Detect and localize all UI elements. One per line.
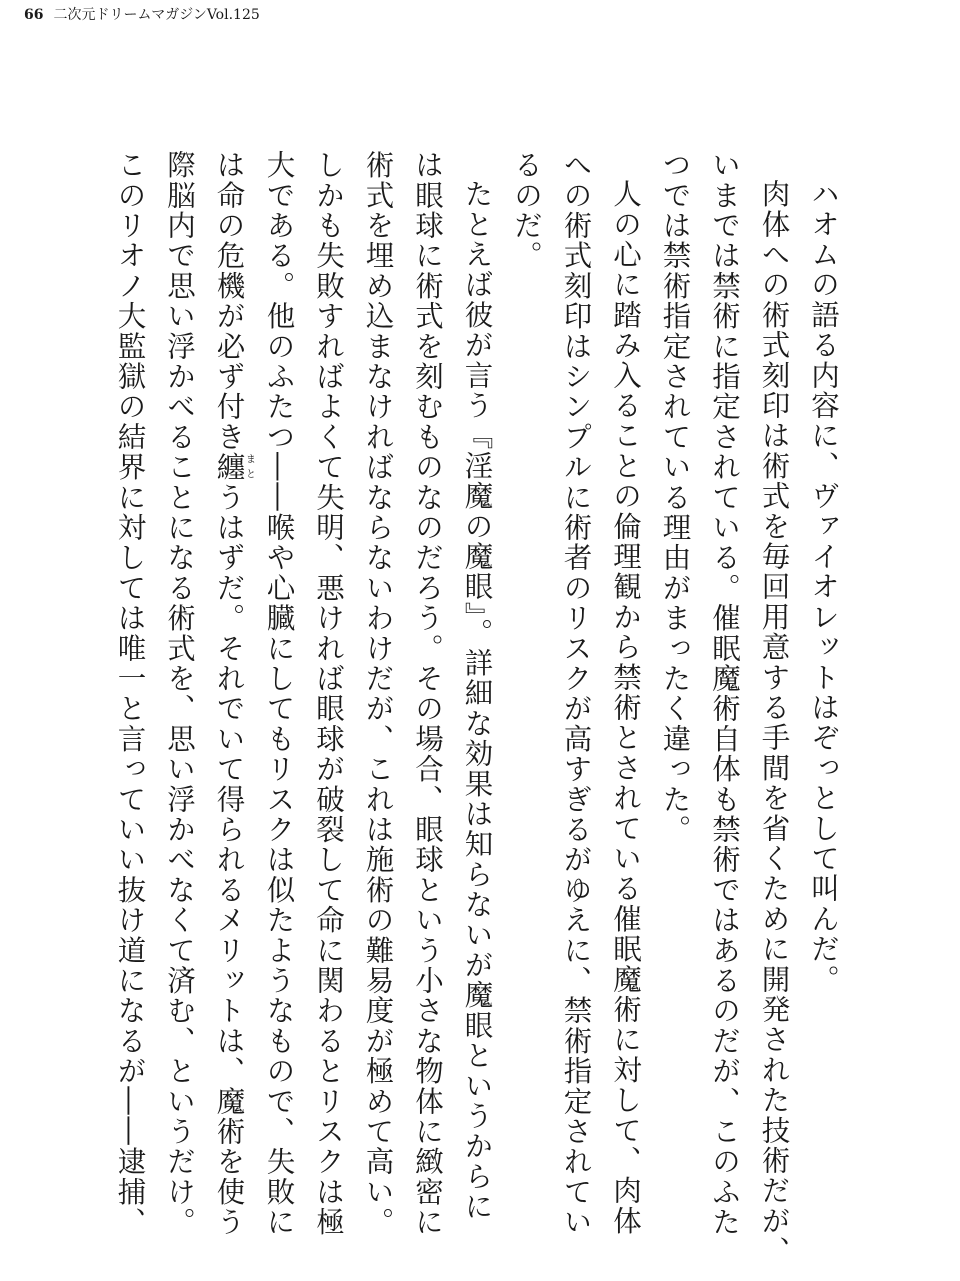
text-segment: は命の危機が必ず付き <box>212 150 246 452</box>
ruby-base: 纏 <box>212 452 246 483</box>
magazine-title: 二次元ドリームマガジンVol.125 <box>53 7 260 23</box>
vertical-body-text <box>113 150 848 1266</box>
text-line: 大である。他のふたつ――喉や心臓にしてもリスクは似たようなもので、失敗に <box>262 150 296 1238</box>
text-line: つでは禁術指定されている理由がまったく違った。 <box>658 150 692 845</box>
ruby-word <box>212 452 255 483</box>
text-line: 際脳内で思い浮かべることになる術式を、思い浮かべなくて済む、というだけ。 <box>163 150 196 1238</box>
running-header <box>24 4 260 26</box>
text-line: ハオムの語る内容に、ヴァイオレットはぞっとして叫んだ。 <box>807 178 840 994</box>
text-line: 人の心に踏み入ることの倫理観から禁術とされている催眠魔術に対して、肉体 <box>609 178 642 1236</box>
text-line: たとえば彼が言う『淫魔の魔眼』。詳細な効果は知らないが魔眼というからに <box>460 178 494 1222</box>
text-segment: うはずだ。それでいて得られるメリットは、魔術を使う <box>212 482 246 1238</box>
text-line: いまでは禁術に指定されている。催眠魔術自体も禁術ではあるのだが、このふた <box>708 150 741 1238</box>
text-line: このリオノ大監獄の結界に対しては唯一と言っていい抜け道になるが――逮捕、 <box>113 150 147 1238</box>
text-line: るのだ。 <box>510 150 543 271</box>
text-line: 肉体への術式刻印は術式を毎回用意する手間を省くために開発された技術だが、 <box>757 178 791 1266</box>
text-line: は眼球に術式を刻むものなのだろう。その場合、眼球という小さな物体に緻密に <box>411 150 444 1238</box>
text-line: しかも失敗すればよくて失明、悪ければ眼球が破裂して命に関わるとリスクは極 <box>312 150 345 1238</box>
page-number: 66 <box>24 7 44 23</box>
text-line <box>204 150 255 1238</box>
furigana: まと <box>243 452 255 483</box>
text-line: への術式刻印はシンプルに術者のリスクが高すぎるがゆえに、禁術指定されてい <box>559 150 593 1238</box>
text-line: 術式を埋め込まなければならないわけだが、これは施術の難易度が極めて高い。 <box>361 150 395 1238</box>
